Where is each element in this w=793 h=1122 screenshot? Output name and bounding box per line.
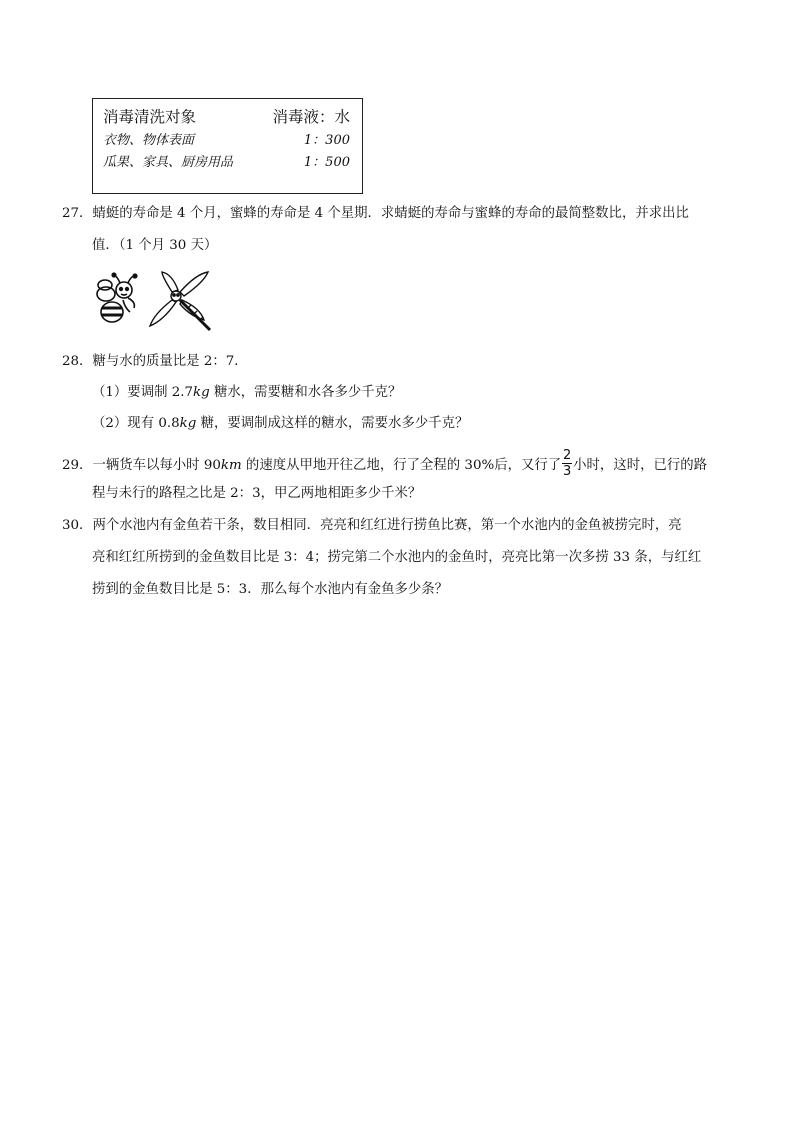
- table-cell-ratio: 1：300: [303, 133, 350, 148]
- question-30-line-1: [62, 518, 682, 534]
- insects-illustration: [92, 268, 216, 332]
- table-header-ratio: 消毒液：水: [272, 108, 350, 126]
- question-28-sub-1: [92, 385, 401, 401]
- question-29-line-1: [62, 448, 708, 480]
- unit-text: kg: [193, 385, 210, 400]
- question-text: 两个水池内有金鱼若干条，数目相同．亮亮和红红进行捞鱼比赛，第一个水池内的金鱼被捞完时，亮: [92, 518, 682, 533]
- dragonfly-icon: [150, 272, 210, 330]
- table-cell-ratio: 1：500: [303, 155, 350, 170]
- unit-text: kg: [179, 416, 197, 431]
- sub-question-text: （1）要调制 2.7: [92, 385, 194, 400]
- question-number: 27．: [62, 206, 93, 221]
- question-28-sub-2: [92, 416, 468, 432]
- question-text: 一辆货车以每小时 90: [92, 458, 221, 473]
- question-text: 糖与水的质量比是 2：7．: [92, 354, 248, 369]
- fraction-numerator: 2: [563, 448, 572, 463]
- table-row: [103, 129, 350, 148]
- question-27-line-1: [62, 206, 689, 222]
- question-number: 29．: [62, 458, 93, 473]
- question-text: 小时，这时，已行的路: [573, 458, 708, 473]
- fraction: [562, 449, 572, 478]
- sub-question-text: 糖水，需要糖和水各多少千克？: [209, 385, 402, 400]
- question-text: 蜻蜓的寿命是 4 个月，蜜蜂的寿命是 4 个星期．求蜻蜓的寿命与蜜蜂的寿命的最简整数比，并求出比: [92, 206, 689, 221]
- table-header-row: [103, 105, 350, 127]
- table-cell-object: 瓜果、家具、厨房用品: [103, 155, 234, 170]
- table-cell-object: 衣物、物体表面: [103, 133, 195, 148]
- fraction-denominator: 3: [563, 464, 572, 479]
- sub-question-text: （2）现有 0.8: [92, 416, 180, 431]
- question-27-line-2: 值．（1 个月 30 天）: [92, 238, 218, 253]
- question-number: 30．: [62, 518, 93, 533]
- question-number: 28．: [62, 354, 93, 369]
- question-30-line-3: 捞到的金鱼数目比是 5：3．那么每个水池内有金鱼多少条？: [92, 582, 449, 597]
- table-header-object: 消毒清洗对象: [103, 108, 197, 126]
- question-text: 的速度从甲地开往乙地，行了全程的 30%后，又行了: [241, 458, 562, 473]
- question-30-line-2: 亮和红红所捞到的金鱼数目比是 3：4；捞完第二个水池内的金鱼时，亮亮比第一次多捞 33 条，与红红: [92, 550, 702, 565]
- question-29-line-2: 程与未行的路程之比是 2：3，甲乙两地相距多少千米？: [92, 486, 422, 501]
- bee-icon: [97, 273, 137, 322]
- sub-question-text: 糖，要调制成这样的糖水，需要水多少千克？: [196, 416, 469, 431]
- question-28-line-1: [62, 354, 248, 370]
- table-row: [103, 151, 350, 170]
- unit-text: km: [220, 458, 242, 473]
- disinfectant-ratio-table: [92, 98, 363, 194]
